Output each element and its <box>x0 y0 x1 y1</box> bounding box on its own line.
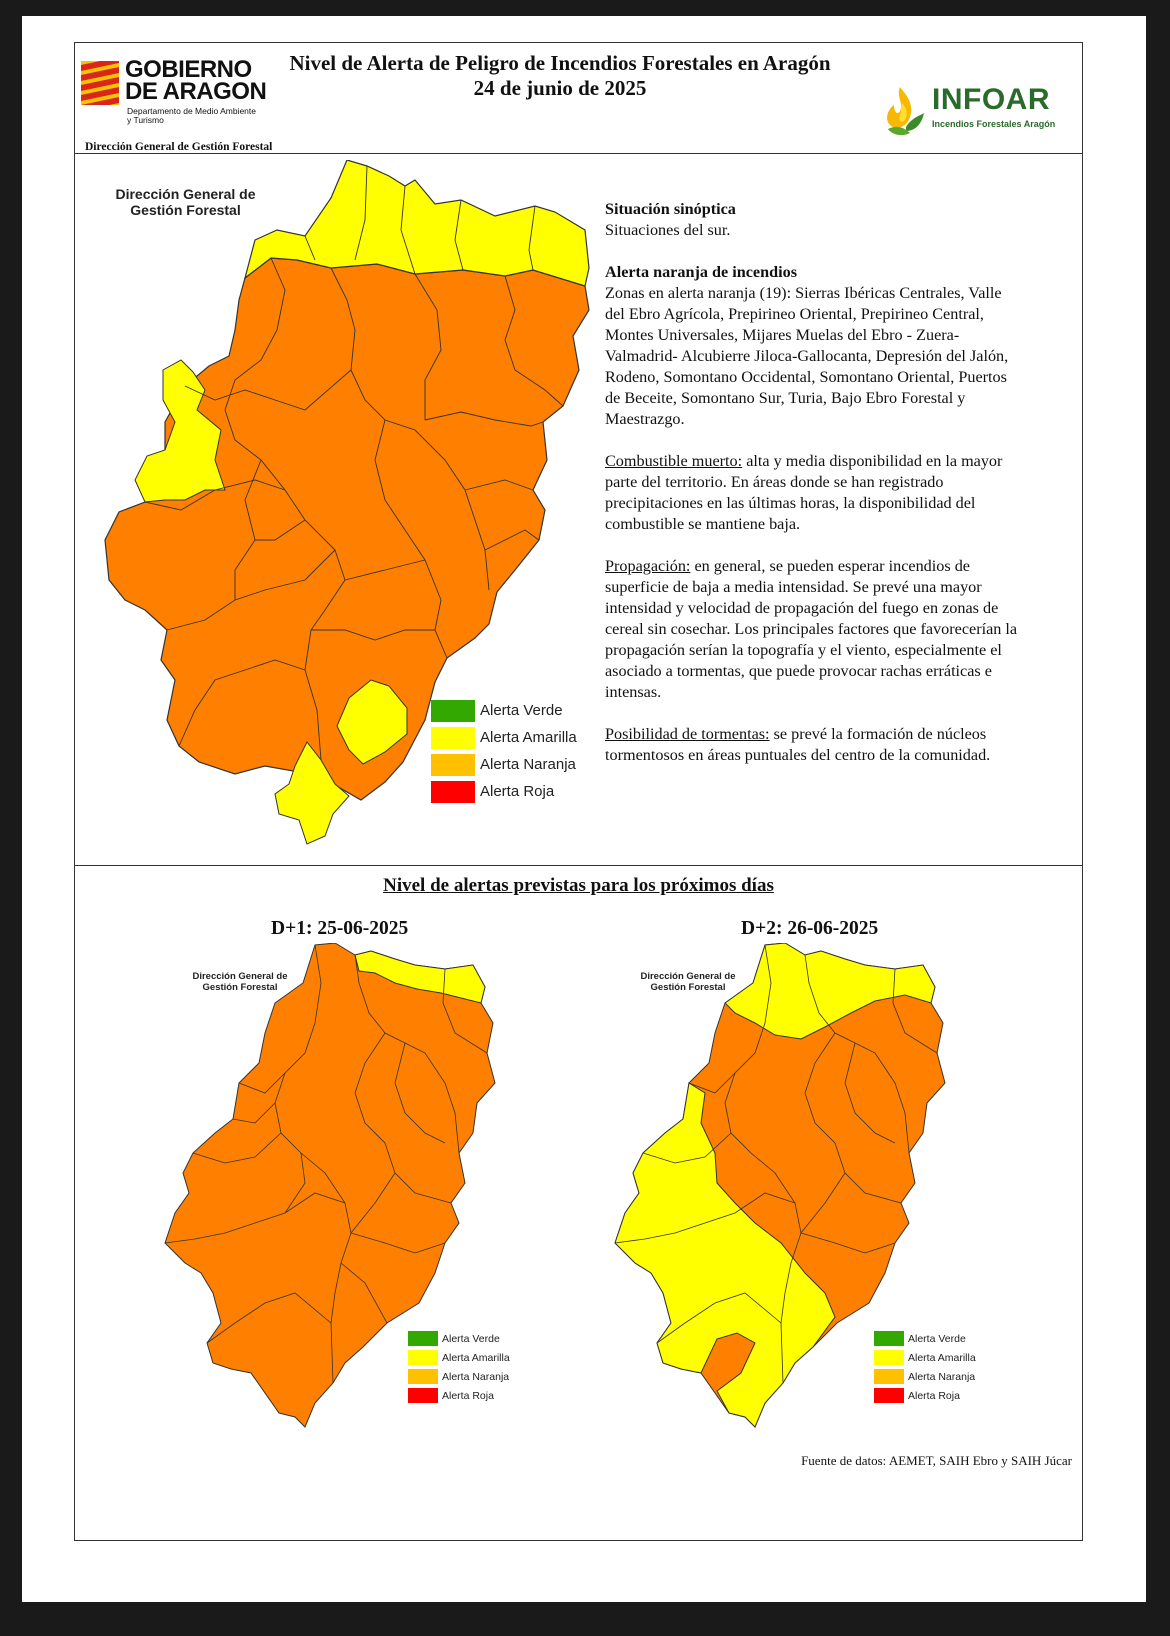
naranja-paragraph <box>605 262 1025 430</box>
bulletin-date: 24 de junio de 2025 <box>473 76 647 100</box>
d1-swatch-naranja <box>408 1369 438 1384</box>
combustible-body: alta y media disponibilidad en la mayor parte del territorio. En áreas donde se han registrado precipitaciones en las últimas horas, la disponibilidad del combustible se mantiene baja. <box>605 452 1003 533</box>
legend-verde <box>431 697 577 724</box>
section-divider <box>75 865 1082 866</box>
d2-swatch-amarilla <box>874 1350 904 1365</box>
d2-swatch-verde <box>874 1331 904 1346</box>
dept-line1: Departamento de Medio Ambiente <box>127 106 256 116</box>
d1-title: D+1: 25-06-2025 <box>271 918 409 939</box>
legend-swatch-amarilla <box>431 727 475 749</box>
d1-caption-line2: Gestión Forestal <box>202 982 278 993</box>
legend-swatch-verde <box>431 700 475 722</box>
d2-legend-roja <box>874 1386 976 1405</box>
gov-name-line2: DE ARAGON <box>125 78 267 105</box>
naranja-body: Zonas en alerta naranja (19): Sierras Ibéricas Centrales, Valle del Ebro Agrícola, Prepirineo Oriental, Prepirineo Central, Montes Universales, Mijares Muelas del Ebro - Zuera- Valmadrid- Alcubierre Jiloca-Gallocanta, Depresión del Jalón, Rodeno, Somontano Occidental, Somontano Oriental, Puertos de Beceite, Somontano Sur, Turia, Bajo Ebro Forestal y Maestrazgo. <box>605 284 1009 428</box>
d2-map-legend <box>874 1329 976 1405</box>
aragon-flag-icon <box>81 61 119 105</box>
d2-caption-line2: Gestión Forestal <box>650 982 726 993</box>
legend-label-amarilla: Alerta Amarilla <box>480 729 577 746</box>
document-page <box>22 16 1146 1602</box>
d2-map-caption <box>613 971 763 993</box>
d1-swatch-verde <box>408 1331 438 1346</box>
combustible-paragraph <box>605 451 1025 535</box>
d2-label-verde: Alerta Verde <box>908 1332 966 1345</box>
d1-caption-line1: Dirección General de <box>192 971 288 982</box>
infoar-logo <box>880 83 1070 143</box>
gov-name-line1: GOBIERNO <box>125 56 252 83</box>
d1-swatch-amarilla <box>408 1350 438 1365</box>
d2-title: D+2: 26-06-2025 <box>741 918 879 939</box>
d1-label-naranja: Alerta Naranja <box>442 1370 510 1383</box>
data-source: Fuente de datos: AEMET, SAIH Ebro y SAIH Júcar <box>801 1453 1072 1468</box>
legend-swatch-naranja <box>431 754 475 776</box>
d1-map-legend <box>408 1329 510 1405</box>
legend-swatch-roja <box>431 781 475 803</box>
d2-legend-naranja <box>874 1367 976 1386</box>
legend-label-roja: Alerta Roja <box>480 783 555 800</box>
legend-label-naranja: Alerta Naranja <box>480 756 576 773</box>
d1-swatch-roja <box>408 1388 438 1403</box>
sinoptica-paragraph <box>605 199 1025 241</box>
flame-leaf-icon <box>880 83 926 139</box>
propagacion-paragraph <box>605 556 1025 703</box>
main-map-caption <box>93 186 278 218</box>
page-title: Nivel de Alerta de Peligro de Incendios Forestales en Aragón <box>289 51 831 75</box>
sinoptica-title: Situación sinóptica <box>605 200 736 218</box>
d1-label-amarilla: Alerta Amarilla <box>442 1351 510 1364</box>
d2-swatch-naranja <box>874 1369 904 1384</box>
d2-label-naranja: Alerta Naranja <box>908 1370 976 1383</box>
bulletin-text <box>605 199 1025 787</box>
d1-label-verde: Alerta Verde <box>442 1332 500 1345</box>
bulletin-frame <box>74 42 1083 1541</box>
infoar-subtitle: Incendios Forestales Aragón <box>932 119 1056 129</box>
gov-department <box>127 107 267 125</box>
tormentas-body: se prevé la formación de núcleos tormentosos en áreas puntuales del centro de la comunidad. <box>605 725 991 764</box>
propagacion-body: en general, se pueden esperar incendios de superficie de baja a media intensidad. Se prevé una mayor intensidad y velocidad de propagación del fuego en zonas de cereal sin cosechar. Los principales factores que favorecerían la propagación serían la topografía y el viento, especialmente el asociado a tormentas, que puede provocar rachas erráticas e intensas. <box>605 557 1018 701</box>
legend-label-verde: Alerta Verde <box>480 702 563 719</box>
main-caption-line2: Gestión Forestal <box>130 202 241 218</box>
naranja-title: Alerta naranja de incendios <box>605 263 797 281</box>
forecast-title: Nivel de alertas previstas para los próximos días <box>383 875 774 896</box>
d1-legend-roja <box>408 1386 510 1405</box>
legend-amarilla <box>431 724 577 751</box>
d1-legend-amarilla <box>408 1348 510 1367</box>
d2-caption-line1: Dirección General de <box>640 971 736 982</box>
d2-legend-verde <box>874 1329 976 1348</box>
d2-legend-amarilla <box>874 1348 976 1367</box>
gov-direction: Dirección General de Gestión Forestal <box>85 141 273 153</box>
tormentas-paragraph <box>605 724 1025 766</box>
d2-swatch-roja <box>874 1388 904 1403</box>
d2-label-amarilla: Alerta Amarilla <box>908 1351 976 1364</box>
dept-line2: y Turismo <box>127 115 164 125</box>
combustible-label: Combustible muerto: <box>605 452 743 470</box>
main-map-legend <box>431 697 577 805</box>
infoar-name: INFOAR <box>932 83 1050 116</box>
propagacion-label: Propagación: <box>605 557 691 575</box>
main-caption-line1: Dirección General de <box>115 186 256 202</box>
d1-legend-verde <box>408 1329 510 1348</box>
d1-label-roja: Alerta Roja <box>442 1389 494 1402</box>
d1-map-caption <box>165 971 315 993</box>
d1-legend-naranja <box>408 1367 510 1386</box>
legend-naranja <box>431 751 577 778</box>
legend-roja <box>431 778 577 805</box>
d2-label-roja: Alerta Roja <box>908 1389 960 1402</box>
header-divider <box>75 153 1082 154</box>
sinoptica-body: Situaciones del sur. <box>605 221 731 239</box>
tormentas-label: Posibilidad de tormentas: <box>605 725 770 743</box>
